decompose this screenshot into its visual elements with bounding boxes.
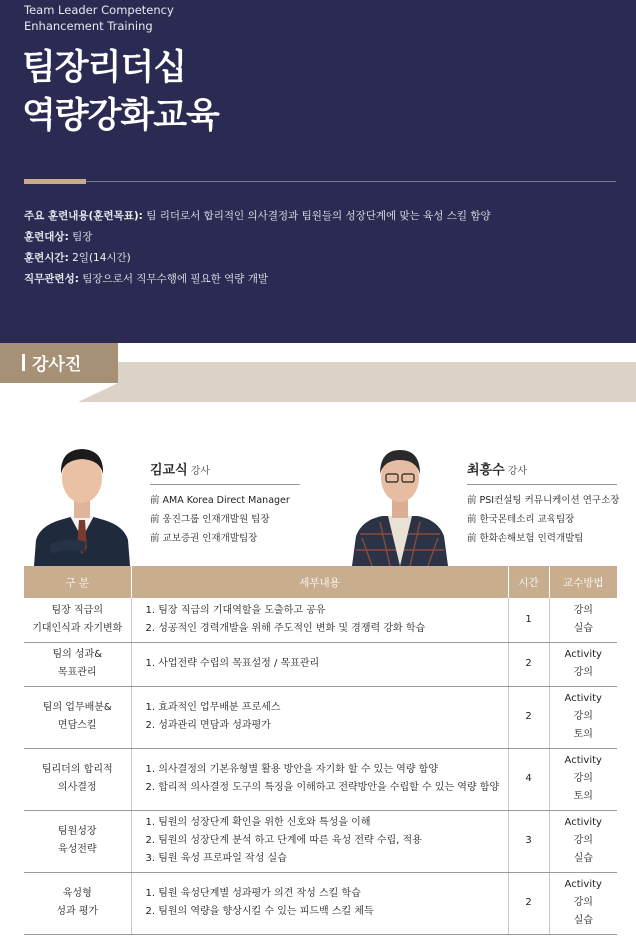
row-method: Activity 강의 토의 [549, 748, 617, 810]
row-details: 1. 팀장 직급의 기대역할을 도출하고 공유 2. 성공적인 경력개발을 위해 주도적인 변화 및 경쟁력 강화 학습 [131, 598, 508, 642]
info-target: 훈련대상: 팀장 [24, 231, 93, 243]
row-method: Activity 강의 토의 [549, 686, 617, 748]
row-category: 팀원성장 육성전략 [24, 810, 131, 872]
row-category: 팀장 직급의 기대인식과 자기변화 [24, 598, 131, 642]
section-title: 강사진 [32, 355, 82, 375]
info-duration: 훈련시간: 2일(14시간) [24, 252, 131, 264]
instructor-photo-kim [30, 436, 134, 566]
instructor-divider [150, 484, 300, 485]
row-method: Activity 강의 [549, 642, 617, 686]
instructor-name-kim: 김교식 강사 [150, 463, 211, 478]
page-title: 팀장리더십 역량강화교육 [22, 48, 219, 136]
row-method: Activity 강의 실습 [549, 810, 617, 872]
row-time: 4 [508, 748, 549, 810]
info-relevance: 직무관련성: 팀장으로서 직무수행에 필요한 역량 개발 [24, 273, 269, 285]
english-title: Team Leader Competency Enhancement Training [24, 3, 174, 33]
row-details: 1. 팀원의 성장단계 확인을 위한 신호와 특성을 이해 2. 팀원의 성장단계 분석 하고 단계에 따른 육성 전략 수립, 적용 3. 팀원 육성 프로파일 작성 실습 [131, 810, 508, 872]
instructor-career-kim: 前 AMA Korea Direct Manager 前 웅진그룹 인재개발원 팀장 前 교보증권 인재개발팀장 [150, 495, 290, 544]
row-details: 1. 사업전략 수립의 목표설정 / 목표관리 [131, 642, 508, 686]
row-time: 2 [508, 642, 549, 686]
row-time: 3 [508, 810, 549, 872]
curriculum-table [24, 566, 617, 935]
header-category: 구 분 [24, 566, 131, 598]
table-row [24, 748, 617, 810]
section-tab-marker [22, 354, 25, 371]
table-row [24, 810, 617, 872]
accent-bar [24, 179, 86, 184]
row-details: 1. 효과적인 업무배분 프로세스 2. 성과관리 면담과 성과평가 [131, 686, 508, 748]
instructor-name-choi: 최흥수 강사 [467, 463, 528, 478]
header-details: 세부내용 [131, 566, 508, 598]
table-header-row [24, 566, 617, 598]
section-band [118, 362, 636, 402]
row-time: 1 [508, 598, 549, 642]
header-method: 교수방법 [549, 566, 617, 598]
row-category: 육성형 성과 평가 [24, 872, 131, 934]
row-method: 강의 실습 [549, 598, 617, 642]
row-category: 팀의 성과& 목표관리 [24, 642, 131, 686]
instructor-career-choi: 前 PSI컨설팅 커뮤니케이션 연구소장 前 한국몬테소리 교육팀장 前 한화손해보험 인력개발팀 [467, 495, 620, 544]
training-info [24, 206, 491, 290]
table-row [24, 872, 617, 934]
section-tab [0, 343, 118, 383]
divider [86, 181, 616, 182]
row-method: Activity 강의 실습 [549, 872, 617, 934]
row-category: 팀의 업무배분& 면담스킬 [24, 686, 131, 748]
table-row [24, 642, 617, 686]
row-details: 1. 의사결정의 기본유형별 활용 방안을 자기화 할 수 있는 역량 함양 2. 합리적 의사결정 도구의 특징을 이해하고 전략방안을 수립할 수 있는 역량 함양 [131, 748, 508, 810]
row-details: 1. 팀원 육성단계별 성과평가 의견 작성 스킬 학습 2. 팀원의 역량을 향상시킬 수 있는 피드백 스킬 체득 [131, 872, 508, 934]
header-time: 시간 [508, 566, 549, 598]
table-row [24, 598, 617, 642]
table-row [24, 686, 617, 748]
info-goal: 주요 훈련내용(훈련목표): 팀 리더로서 합리적인 의사결정과 팀원들의 성장단계에 맞는 육성 스킬 함양 [24, 210, 491, 222]
row-time: 2 [508, 872, 549, 934]
row-category: 팀리더의 합리적 의사결정 [24, 748, 131, 810]
hero-banner [0, 0, 636, 343]
instructor-divider [467, 484, 617, 485]
section-band-slant [78, 383, 118, 402]
row-time: 2 [508, 686, 549, 748]
instructor-photo-choi [350, 438, 450, 566]
